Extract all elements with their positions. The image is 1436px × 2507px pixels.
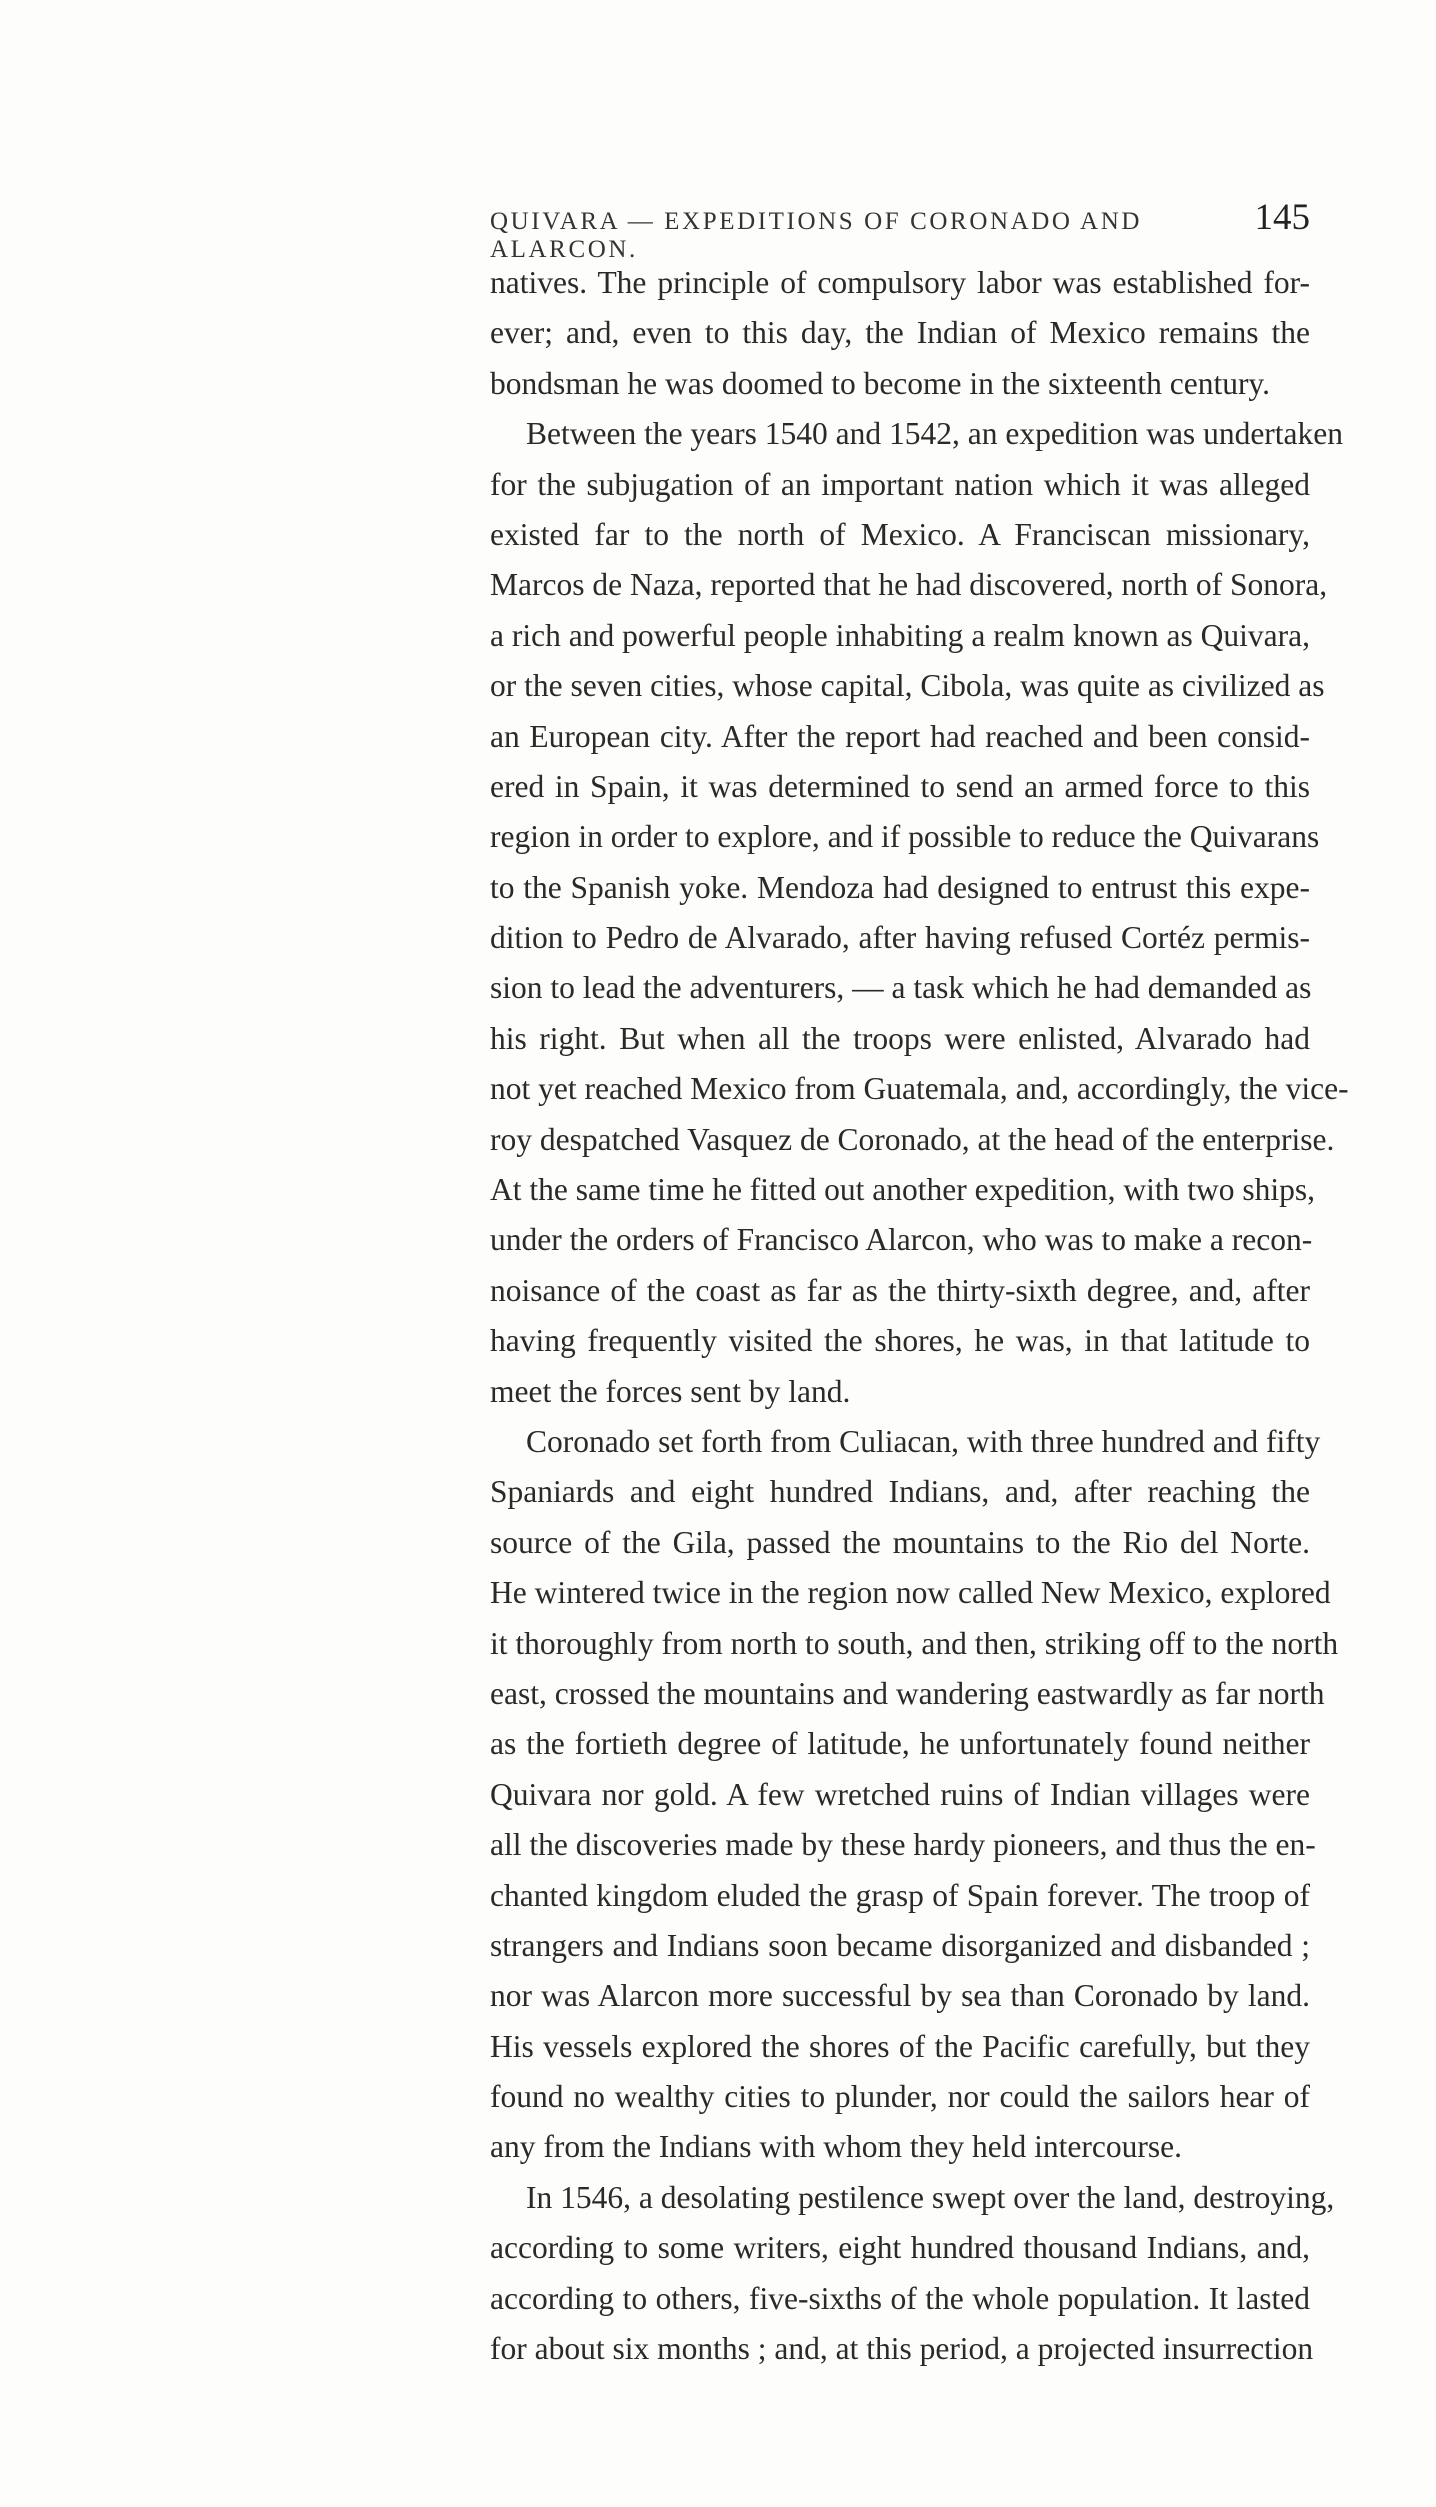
text-line: Spaniards and eight hundred Indians, and, after reaching the	[490, 1474, 1310, 1510]
running-head-title: QUIVARA — EXPEDITIONS OF CORONADO AND ALARCON.	[490, 208, 1143, 263]
text-line: to the Spanish yoke. Mendoza had designed to entrust this expe-	[490, 869, 1310, 905]
text-line: His vessels explored the shores of the Pacific carefully, but they	[490, 2028, 1310, 2064]
text-line: for about six months ; and, at this period, a projected insurrection	[490, 2331, 1314, 2367]
text-line: found no wealthy cities to plunder, nor could the sailors hear of	[490, 2079, 1310, 2115]
text-line: his right. But when all the troops were enlisted, Alvarado had	[490, 1020, 1310, 1056]
text-line: ered in Spain, it was determined to send an armed force to this	[490, 768, 1310, 804]
text-line: nor was Alarcon more successful by sea than Coronado by land.	[490, 1978, 1310, 2014]
text-line: chanted kingdom eluded the grasp of Spain forever. The troop of	[490, 1877, 1310, 1913]
text-line: meet the forces sent by land.	[490, 1373, 851, 1409]
text-line: roy despatched Vasquez de Coronado, at the head of the enterprise.	[490, 1121, 1335, 1157]
text-line: existed far to the north of Mexico. A Franciscan missionary,	[490, 516, 1310, 552]
text-line: He wintered twice in the region now called New Mexico, explored	[490, 1575, 1331, 1611]
text-line: source of the Gila, passed the mountains to the Rio del Norte.	[490, 1524, 1310, 1560]
text-line: At the same time he fitted out another expedition, with two ships,	[490, 1172, 1315, 1208]
text-line: bondsman he was doomed to become in the sixteenth century.	[490, 365, 1271, 401]
text-line: natives. The principle of compulsory labor was established for-	[490, 265, 1310, 300]
text-line: all the discoveries made by these hardy pioneers, and thus the en-	[490, 1827, 1316, 1863]
text-line: a rich and powerful people inhabiting a realm known as Quivara,	[490, 617, 1310, 653]
text-line: not yet reached Mexico from Guatemala, and, accordingly, the vice-	[490, 1071, 1349, 1107]
text-line: having frequently visited the shores, he was, in that latitude to	[490, 1323, 1310, 1359]
text-line: according to others, five-sixths of the whole population. It lasted	[490, 2280, 1310, 2316]
text-line: noisance of the coast as far as the thirty-sixth degree, and, after	[490, 1272, 1310, 1308]
text-line: dition to Pedro de Alvarado, after having refused Cortéz permis-	[490, 920, 1310, 956]
text-line: or the seven cities, whose capital, Cibola, was quite as civilized as	[490, 668, 1325, 704]
text-line: region in order to explore, and if possible to reduce the Quivarans	[490, 819, 1320, 855]
text-line: strangers and Indians soon became disorganized and disbanded ;	[490, 1927, 1310, 1963]
text-line: east, crossed the mountains and wandering eastwardly as far north	[490, 1675, 1325, 1711]
text-line: any from the Indians with whom they held intercourse.	[490, 2129, 1182, 2165]
text-line: In 1546, a desolating pestilence swept over the land, destroying,	[526, 2179, 1335, 2215]
text-line: Marcos de Naza, reported that he had discovered, north of Sonora,	[490, 567, 1328, 603]
text-line: ever; and, even to this day, the Indian of Mexico remains the	[490, 315, 1310, 351]
text-line: Quivara nor gold. A few wretched ruins of Indian villages were	[490, 1776, 1310, 1812]
text-line: an European city. After the report had reached and been consid-	[490, 718, 1310, 754]
text-line: under the orders of Francisco Alarcon, who was to make a recon-	[490, 1222, 1313, 1258]
text-line: sion to lead the adventurers, — a task which he had demanded as	[490, 970, 1312, 1006]
running-head	[490, 196, 1310, 263]
body-text	[490, 258, 1349, 2374]
text-line: as the fortieth degree of latitude, he unfortunately found neither	[490, 1726, 1310, 1762]
text-line: for the subjugation of an important nation which it was alleged	[490, 466, 1310, 502]
text-line: Between the years 1540 and 1542, an expedition was undertaken	[526, 416, 1344, 452]
text-line: according to some writers, eight hundred thousand Indians, and,	[490, 2230, 1310, 2266]
page-number: 145	[1254, 197, 1310, 238]
text-line: Coronado set forth from Culiacan, with three hundred and fifty	[526, 1423, 1321, 1459]
text-line: it thoroughly from north to south, and then, striking off to the north	[490, 1625, 1339, 1661]
